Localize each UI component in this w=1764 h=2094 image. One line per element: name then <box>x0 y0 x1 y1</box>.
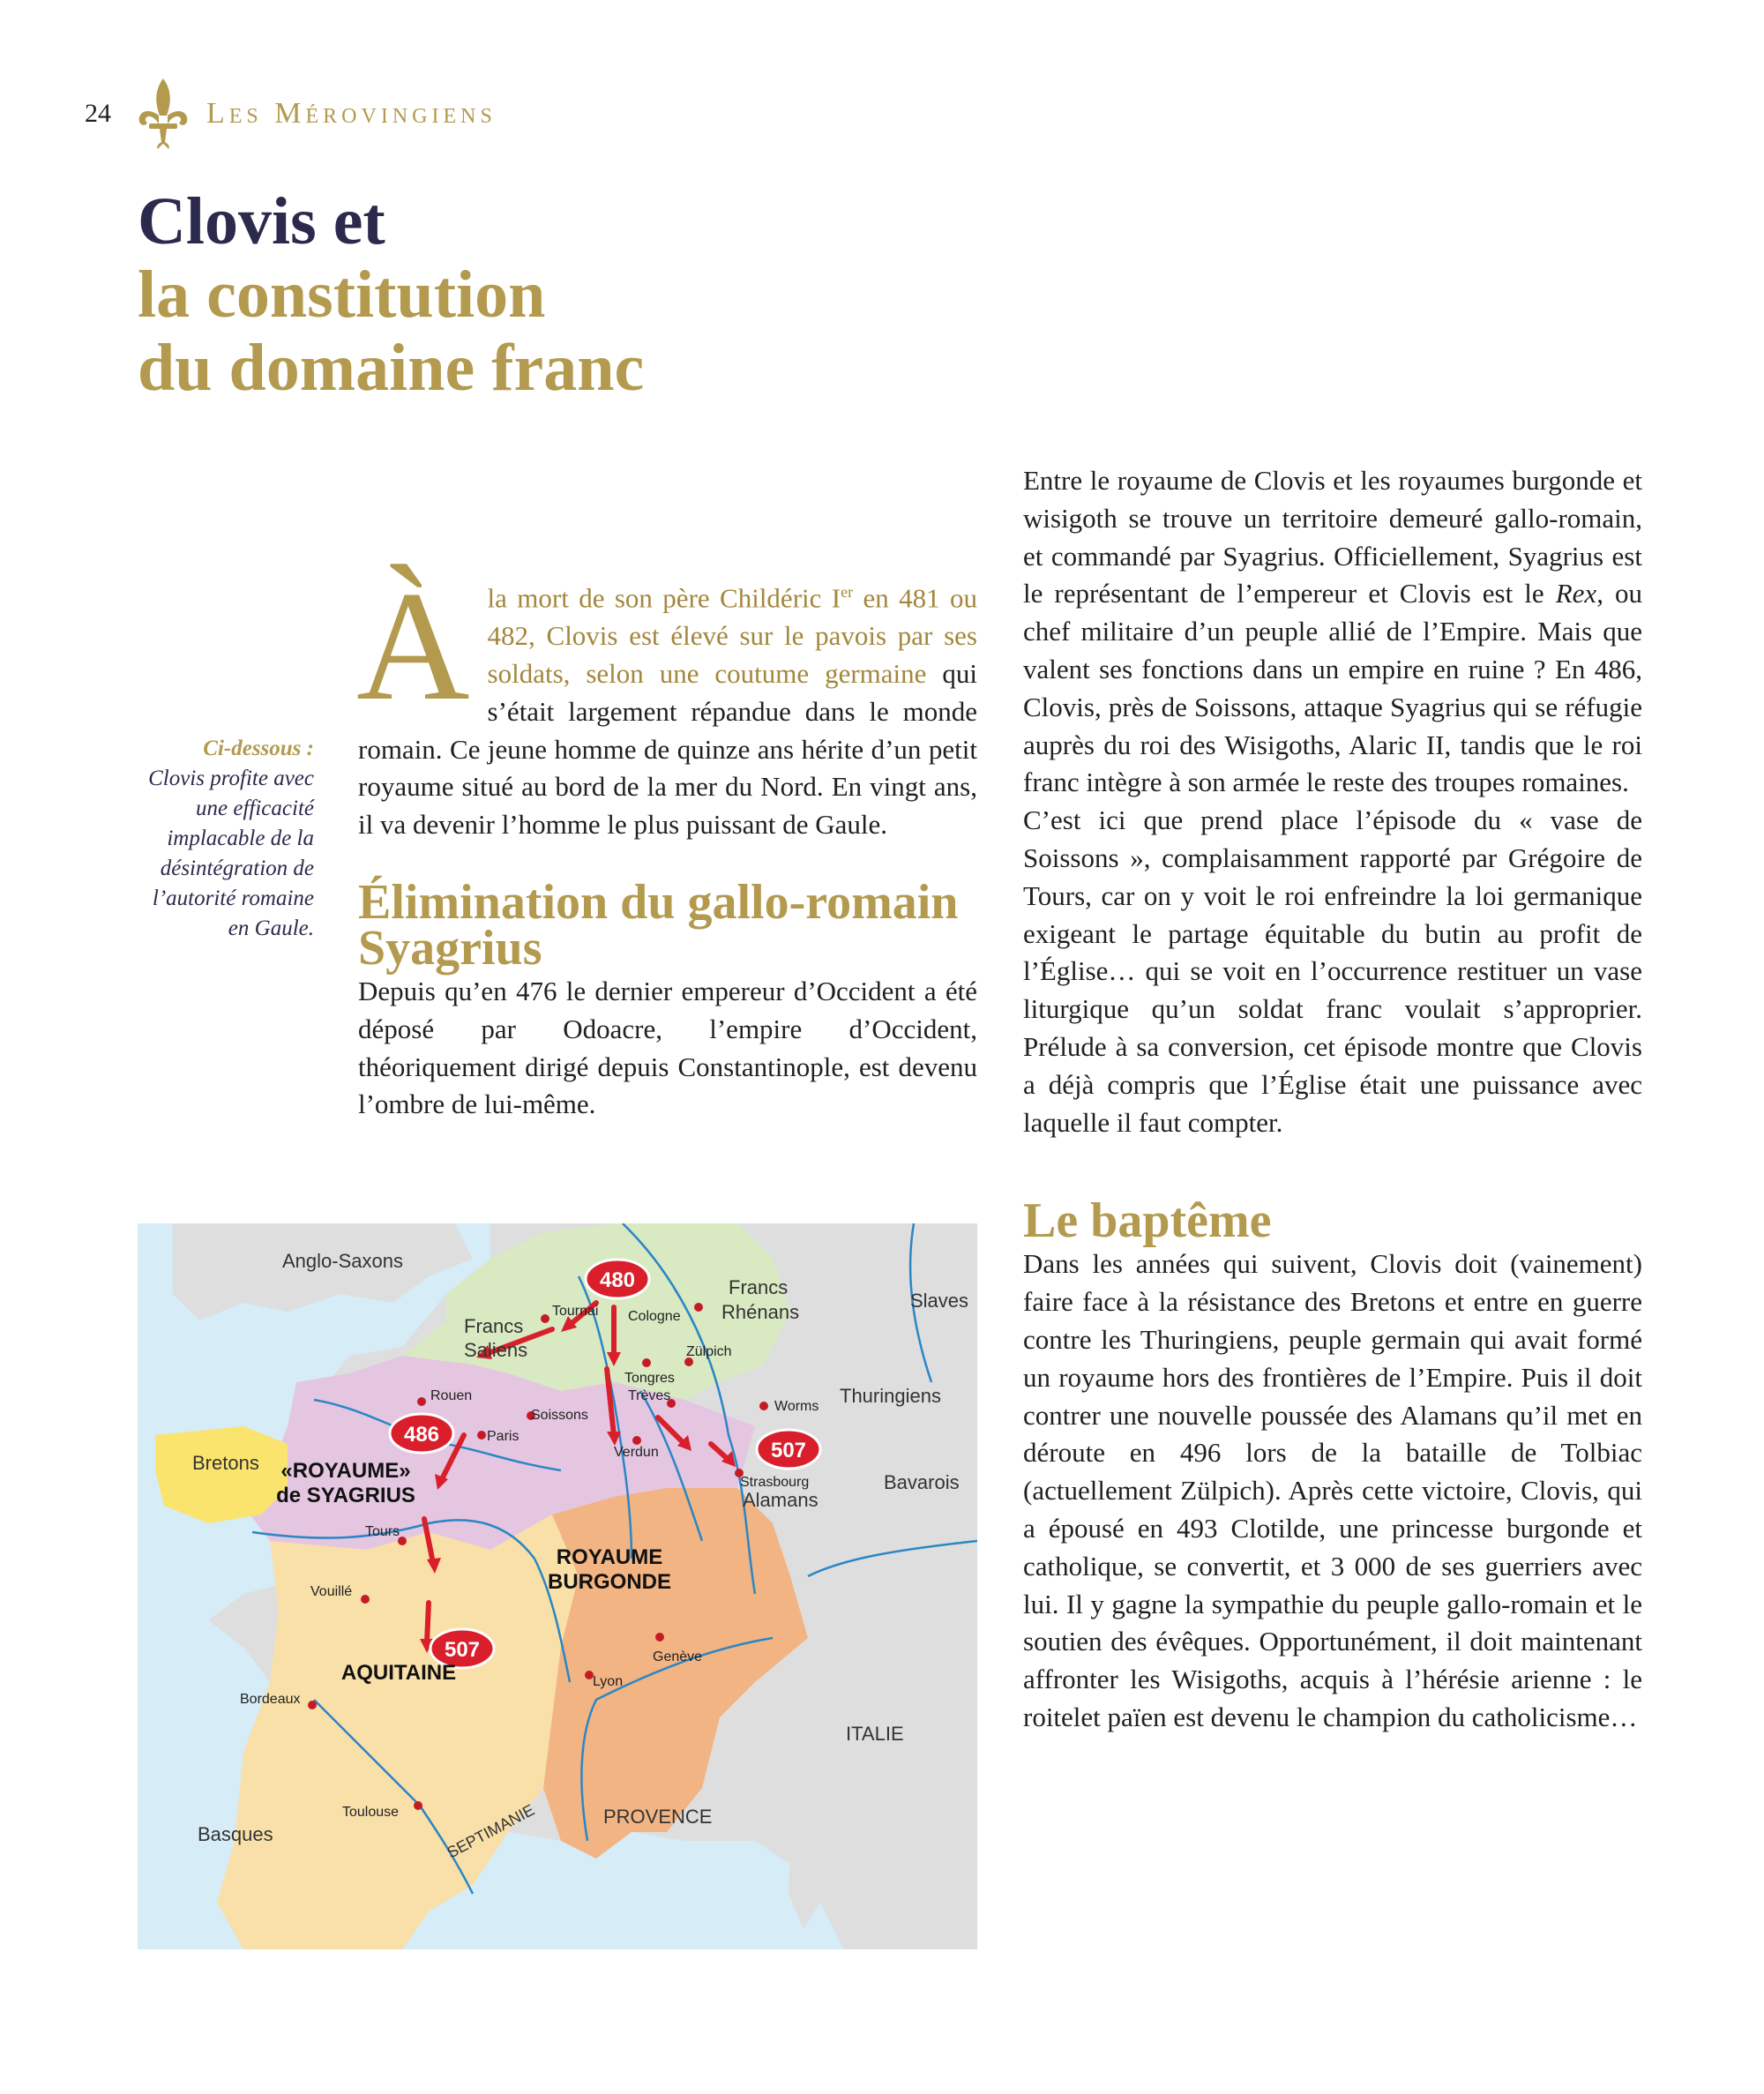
label-vouille: Vouillé <box>310 1584 353 1599</box>
title-line-1: Clovis et <box>138 184 385 258</box>
title-line-3: du domaine franc <box>138 331 645 405</box>
label-slaves: Slaves <box>910 1290 969 1312</box>
left-column <box>356 558 977 1124</box>
label-bavarois: Bavarois <box>884 1471 960 1493</box>
label-royaume-syagrius-1: «ROYAUME» <box>280 1459 411 1483</box>
section-paragraph-syagrius: Depuis qu’en 476 le dernier empereur d’Occident a été déposé par Odoacre, l’empire d’Occident, théoriquement dirigé depuis Constantinople, est devenu l’ombre de lui-même. <box>358 975 977 1120</box>
label-tongres: Tongres <box>624 1371 675 1386</box>
label-francs-rhenans-2: Rhénans <box>721 1301 800 1323</box>
label-francs-saliens-1: Francs <box>464 1315 524 1337</box>
label-aquitaine: AQUITAINE <box>340 1661 457 1685</box>
label-royaume-burgonde-2: BURGONDE <box>547 1570 672 1594</box>
label-bretons: Bretons <box>192 1452 259 1474</box>
city-dot-vouille <box>361 1595 370 1604</box>
title-line-2: la constitution <box>138 258 546 332</box>
label-thuringiens: Thuringiens <box>840 1385 941 1407</box>
label-provence: PROVENCE <box>603 1806 713 1828</box>
label-tournai: Tournai <box>552 1304 599 1319</box>
date-480: 480 <box>599 1268 636 1292</box>
intro-paragraph <box>356 558 977 844</box>
rex-term: Rex <box>1555 578 1597 610</box>
date-badge-486 <box>390 1414 453 1453</box>
date-486: 486 <box>403 1423 440 1447</box>
right-p1-part-2: , ou chef militaire d’un peuple allié de l’Empire. Mais que valent ses fonctions dans un empire en ruine ? En 486, Clovis, près de Soissons, attaque Syagrius qui se réfugie auprès du roi des Wisigoths, Alaric II, tandis que le roi franc intègre à son armée le reste des troupes romaines. <box>1023 578 1642 798</box>
intro-superscript: er <box>841 583 854 601</box>
section-paragraph-bapteme: Dans les années qui suivent, Clovis doit (vainement) faire face à la résistance des Bretons et entre en guerre contre les Thuringiens, peuple germain qui avait formé un royaume hors des frontières de l’Empire. Puis il doit contrer une nouvelle poussée des Alamans qu’il met en déroute en 496 lors de la bataille de Tolbiac (actuellement Zülpich). Après cette victoire, Clovis, qui a épousé en 493 Clotilde, une princesse burgonde et catholique, se convertit, et 3 000 de ses guerriers avec lui. Il y gagne la sympathie du peuple gallo-romain et le soutien des évêques. Opportunément, il doit maintenant affronter les Wisigoths, acquis à l’hérésie arienne : le roitelet païen est devenu le champion du catholicisme… <box>1023 1248 1642 1732</box>
label-worms: Worms <box>774 1399 819 1414</box>
fleur-de-lis-icon <box>136 77 191 151</box>
label-royaume-syagrius-2: de SYAGRIUS <box>276 1484 415 1507</box>
city-dot-rouen <box>417 1397 426 1406</box>
map-caption <box>132 734 314 944</box>
label-strasbourg: Strasbourg <box>740 1475 810 1490</box>
label-tours: Tours <box>365 1524 400 1539</box>
right-paragraph-2: C’est ici que prend place l’épisode du « vase de Soissons », complaisamment rapporté par Grégoire de Tours, car on y voit le roi enfreindre la loi germanique exigeant le partage équitable du butin au profit de l’Église… qui se voit en l’occurrence restituer un vase liturgique qu’un soldat franc voulait s’approprier. Prélude à sa conversion, cet épisode montre que Clovis a déjà compris que l’Église était une puissance avec laquelle il faut compter. <box>1023 804 1642 1138</box>
label-soissons: Soissons <box>531 1408 588 1423</box>
label-cologne: Cologne <box>628 1309 681 1324</box>
date-badge-480 <box>586 1260 649 1298</box>
caption-label: Ci-dessous : <box>203 737 314 760</box>
section-heading-bapteme: Le baptême <box>1023 1193 1272 1249</box>
intro-lead-2: en 481 ou 482, Clovis est élevé sur le pavois par ses soldats, selon une coutume germaine <box>487 582 977 689</box>
label-francs-saliens-2: Saliens <box>464 1339 528 1361</box>
running-title: Les Mérovingiens <box>206 97 497 130</box>
right-p1-part-1: Entre le royaume de Clovis et les royaumes burgonde et wisigoth se trouve un territoire demeuré gallo-romain, et commandé par Syagrius. Officiellement, Syagrius est le représentant de l’empereur et Clovis est le <box>1023 465 1642 610</box>
label-bordeaux: Bordeaux <box>240 1692 301 1707</box>
label-geneve: Genève <box>653 1649 703 1664</box>
city-dot-tongres <box>642 1358 651 1367</box>
label-basques: Basques <box>198 1823 273 1845</box>
section-heading-syagrius: Élimination du gallo-romain Syagrius <box>358 874 959 976</box>
city-dot-bordeaux <box>308 1701 317 1709</box>
right-column <box>1023 462 1642 1737</box>
right-paragraph-1 <box>1023 462 1642 802</box>
arrow-507-south-2 <box>427 1603 429 1642</box>
label-italie: ITALIE <box>846 1723 904 1745</box>
label-zulpich: Zülpich <box>686 1344 732 1359</box>
label-paris: Paris <box>487 1429 519 1444</box>
label-francs-rhenans-1: Francs <box>729 1276 789 1298</box>
page-title <box>138 185 644 405</box>
city-dot-geneve <box>655 1633 664 1642</box>
city-dot-tournai <box>541 1314 549 1323</box>
city-dot-verdun <box>632 1436 641 1445</box>
date-507-south: 507 <box>444 1638 481 1662</box>
label-alamans: Alamans <box>743 1489 818 1511</box>
label-treves: Trèves <box>628 1388 671 1403</box>
intro-continuation: qui s’était largement répandue dans le monde romain. Ce jeune homme de quinze ans hérite d’un petit royaume situé au bord de la mer du Nord. En vingt ans, il va devenir l’homme le plus puissant de Gaule. <box>358 657 977 841</box>
city-dot-paris <box>477 1431 486 1440</box>
caption-text: Clovis profite avec une efficacité implacable de la désintégration de l’autorité romaine en Gaule. <box>148 767 314 940</box>
label-royaume-burgonde-1: ROYAUME <box>556 1545 663 1569</box>
label-anglo-saxons: Anglo-Saxons <box>282 1250 403 1272</box>
map-gaul <box>138 1223 977 1949</box>
date-badge-507-east <box>757 1430 820 1469</box>
label-rouen: Rouen <box>430 1388 473 1403</box>
page-header <box>85 74 497 153</box>
label-verdun: Verdun <box>614 1445 659 1460</box>
city-dot-worms <box>759 1402 768 1410</box>
drop-cap: À <box>356 558 470 733</box>
date-507-east: 507 <box>770 1439 807 1462</box>
page-number: 24 <box>85 99 111 128</box>
label-septimanie: SEPTIMANIE <box>444 1800 538 1862</box>
city-dot-toulouse <box>414 1801 422 1810</box>
label-lyon: Lyon <box>593 1674 624 1689</box>
city-dot-cologne <box>694 1303 703 1312</box>
label-toulouse: Toulouse <box>342 1805 400 1820</box>
intro-lead-1: la mort de son père Childéric I <box>487 582 841 614</box>
